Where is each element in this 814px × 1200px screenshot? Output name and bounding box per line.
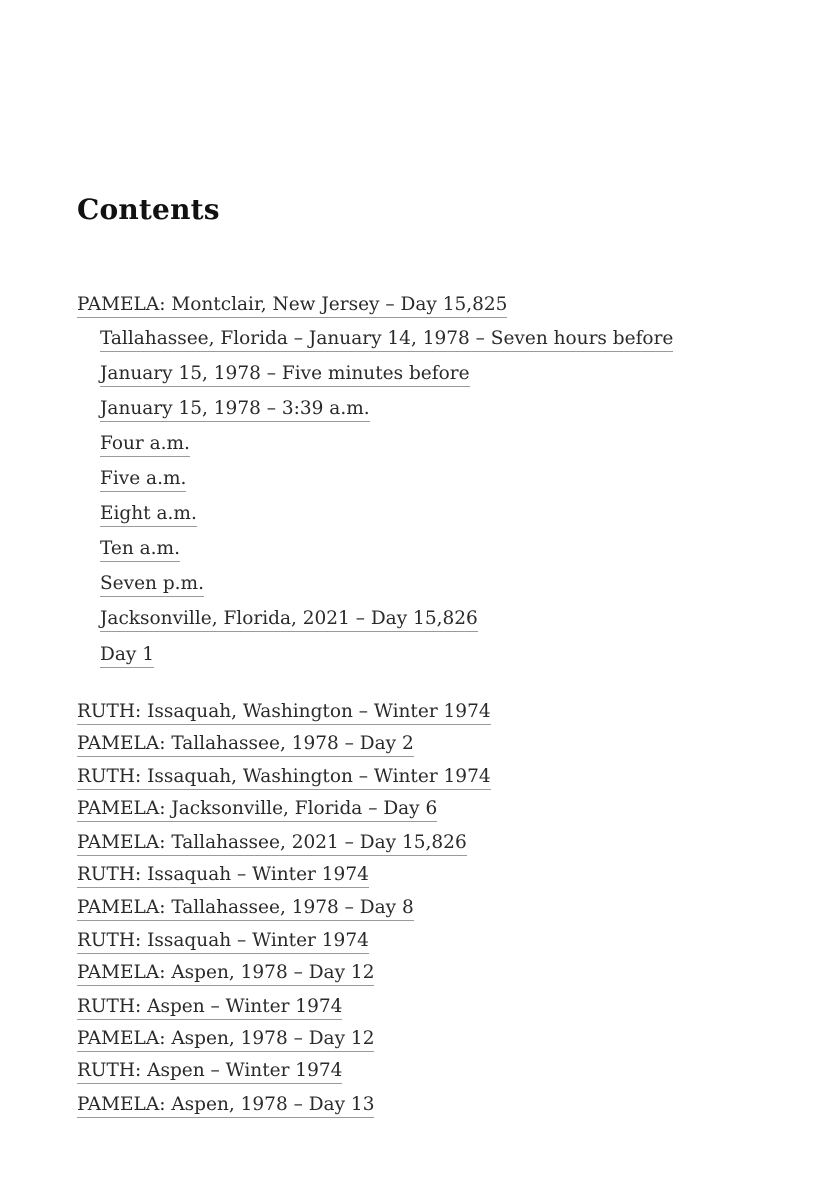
toc-entry-five-minutes-before[interactable]: January 15, 1978 – Five minutes before xyxy=(100,362,470,387)
toc-entry-ten-am[interactable]: Ten a.m. xyxy=(100,537,180,562)
page-title: Contents xyxy=(77,193,220,226)
toc-entry-eight-am[interactable]: Eight a.m. xyxy=(100,502,197,527)
toc-entry-3-39-am[interactable]: January 15, 1978 – 3:39 a.m. xyxy=(100,397,370,422)
toc-entry-pamela-aspen-day-12[interactable]: PAMELA: Aspen, 1978 – Day 12 xyxy=(77,961,374,986)
toc-entry-pamela-tallahassee-day-2[interactable]: PAMELA: Tallahassee, 1978 – Day 2 xyxy=(77,732,414,757)
toc-entry-seven-pm[interactable]: Seven p.m. xyxy=(100,572,204,597)
toc-entry-ruth-issaquah-washington[interactable]: RUTH: Issaquah, Washington – Winter 1974 xyxy=(77,700,491,725)
toc-entry-four-am[interactable]: Four a.m. xyxy=(100,432,190,457)
toc-entry-ruth-issaquah-2[interactable]: RUTH: Issaquah – Winter 1974 xyxy=(77,929,369,954)
toc-entry-pamela-jacksonville-day-6[interactable]: PAMELA: Jacksonville, Florida – Day 6 xyxy=(77,797,437,822)
toc-entry-ruth-aspen-2[interactable]: RUTH: Aspen – Winter 1974 xyxy=(77,1059,342,1084)
toc-entry-ruth-issaquah[interactable]: RUTH: Issaquah – Winter 1974 xyxy=(77,863,369,888)
toc-entry-day-1[interactable]: Day 1 xyxy=(100,643,154,668)
toc-entry-ruth-aspen[interactable]: RUTH: Aspen – Winter 1974 xyxy=(77,995,342,1020)
toc-entry-five-am[interactable]: Five a.m. xyxy=(100,467,186,492)
toc-entry-tallahassee-seven-hours-before[interactable]: Tallahassee, Florida – January 14, 1978 – Seven hours before xyxy=(100,327,673,352)
toc-entry-ruth-issaquah-washington-2[interactable]: RUTH: Issaquah, Washington – Winter 1974 xyxy=(77,765,491,790)
toc-entry-pamela-tallahassee-day-8[interactable]: PAMELA: Tallahassee, 1978 – Day 8 xyxy=(77,896,414,921)
toc-entry-pamela-aspen-day-13[interactable]: PAMELA: Aspen, 1978 – Day 13 xyxy=(77,1093,374,1118)
toc-entry-jacksonville-2021[interactable]: Jacksonville, Florida, 2021 – Day 15,826 xyxy=(100,607,478,632)
toc-entry-pamela-montclair[interactable]: PAMELA: Montclair, New Jersey – Day 15,825 xyxy=(77,293,507,318)
toc-entry-pamela-tallahassee-2021[interactable]: PAMELA: Tallahassee, 2021 – Day 15,826 xyxy=(77,831,467,856)
toc-entry-pamela-aspen-day-12-2[interactable]: PAMELA: Aspen, 1978 – Day 12 xyxy=(77,1027,374,1052)
